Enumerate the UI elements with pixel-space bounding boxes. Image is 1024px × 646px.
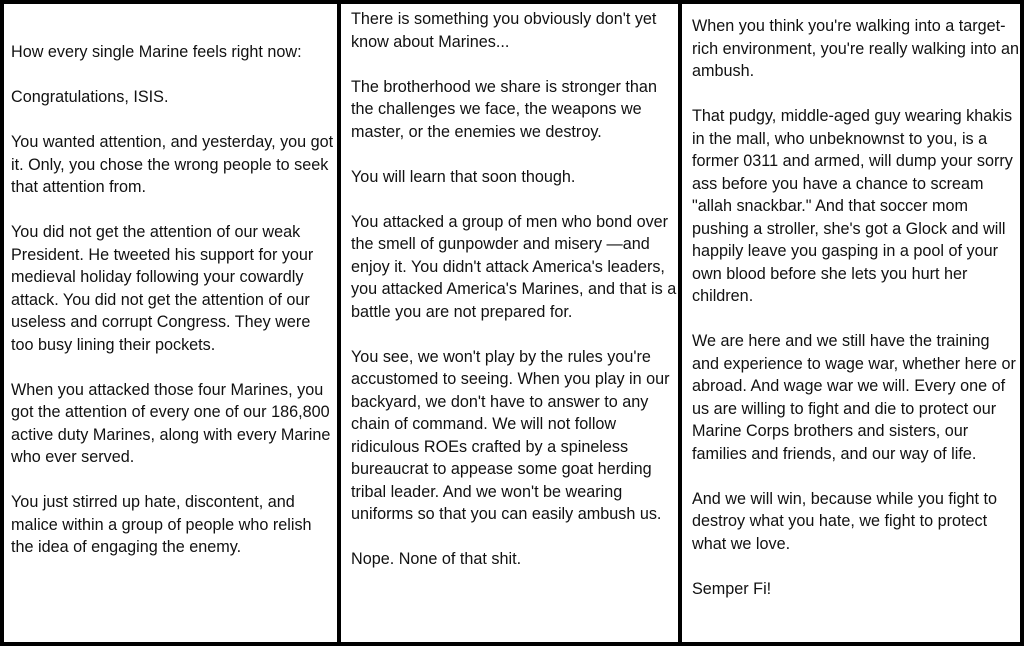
- paragraph: How every single Marine feels right now:: [11, 43, 302, 61]
- paragraph: You will learn that soon though.: [351, 167, 576, 186]
- paragraph: You just stirred up hate, discontent, and malice within a group of people who relish the idea of engaging the enemy.: [11, 493, 312, 556]
- paragraph: The brotherhood we share is stronger than the challenges we face, the weapons we master, or the enemies we destroy.: [351, 77, 657, 141]
- paragraph: That pudgy, middle-aged guy wearing khakis in the mall, who unbeknownst to you, is a former 0311 and armed, will dump your sorry ass before you have a chance to scream "allah snackbar." And that soccer mom pushing a stroller, she's got a Glock and will happily leave you gasping in a pool of your own blood before she lets you hurt her children.: [692, 107, 1013, 305]
- paragraph: You wanted attention, and yesterday, you got it. Only, you chose the wrong people to seek that attention from.: [11, 133, 334, 196]
- paragraph: You did not get the attention of our weak President. He tweeted his support for your medieval holiday following your cowardly attack. You did not get the attention of our useless and corrupt Congress. They were too busy lining their pockets.: [11, 223, 314, 354]
- paragraph: Congratulations, ISIS.: [11, 88, 169, 106]
- paragraph: Semper Fi!: [692, 579, 772, 598]
- paragraph: When you attacked those four Marines, you got the attention of every one of our 186,800 active duty Marines, along with every Marine who ever served.: [11, 380, 331, 466]
- paragraph: There is something you obviously don't yet know about Marines...: [351, 10, 657, 51]
- paragraph: We are here and we still have the training and experience to wage war, whether here or abroad. And wage war we will. Every one of us are willing to fight and die to protect our Marine Corps brothers and sisters, our families and friends, and our way of life.: [692, 332, 1016, 463]
- paragraph: You see, we won't play by the rules you're accustomed to seeing. When you play in our backyard, we don't have to answer to any chain of command. We will not follow ridiculous ROEs crafted by a spineless bureaucrat to appease some goat herding tribal leader. And we won't be wearing uniforms so that you can easily ambush us.: [351, 347, 670, 523]
- paragraph: And we will win, because while you fight to destroy what you hate, we fight to protect what we love.: [692, 489, 998, 553]
- text-column-3: [682, 4, 1020, 642]
- text-column-2: [341, 4, 678, 642]
- paragraph: You attacked a group of men who bond over the smell of gunpowder and misery —and enjoy it. You didn't attack America's leaders, you attacked America's Marines, and that is a battle you are not prepared for.: [351, 212, 677, 321]
- text-column-1: [4, 4, 337, 642]
- paragraph: Nope. None of that shit.: [351, 550, 522, 568]
- paragraph: When you think you're walking into a target-rich environment, you're really walking into an ambush.: [692, 17, 1019, 80]
